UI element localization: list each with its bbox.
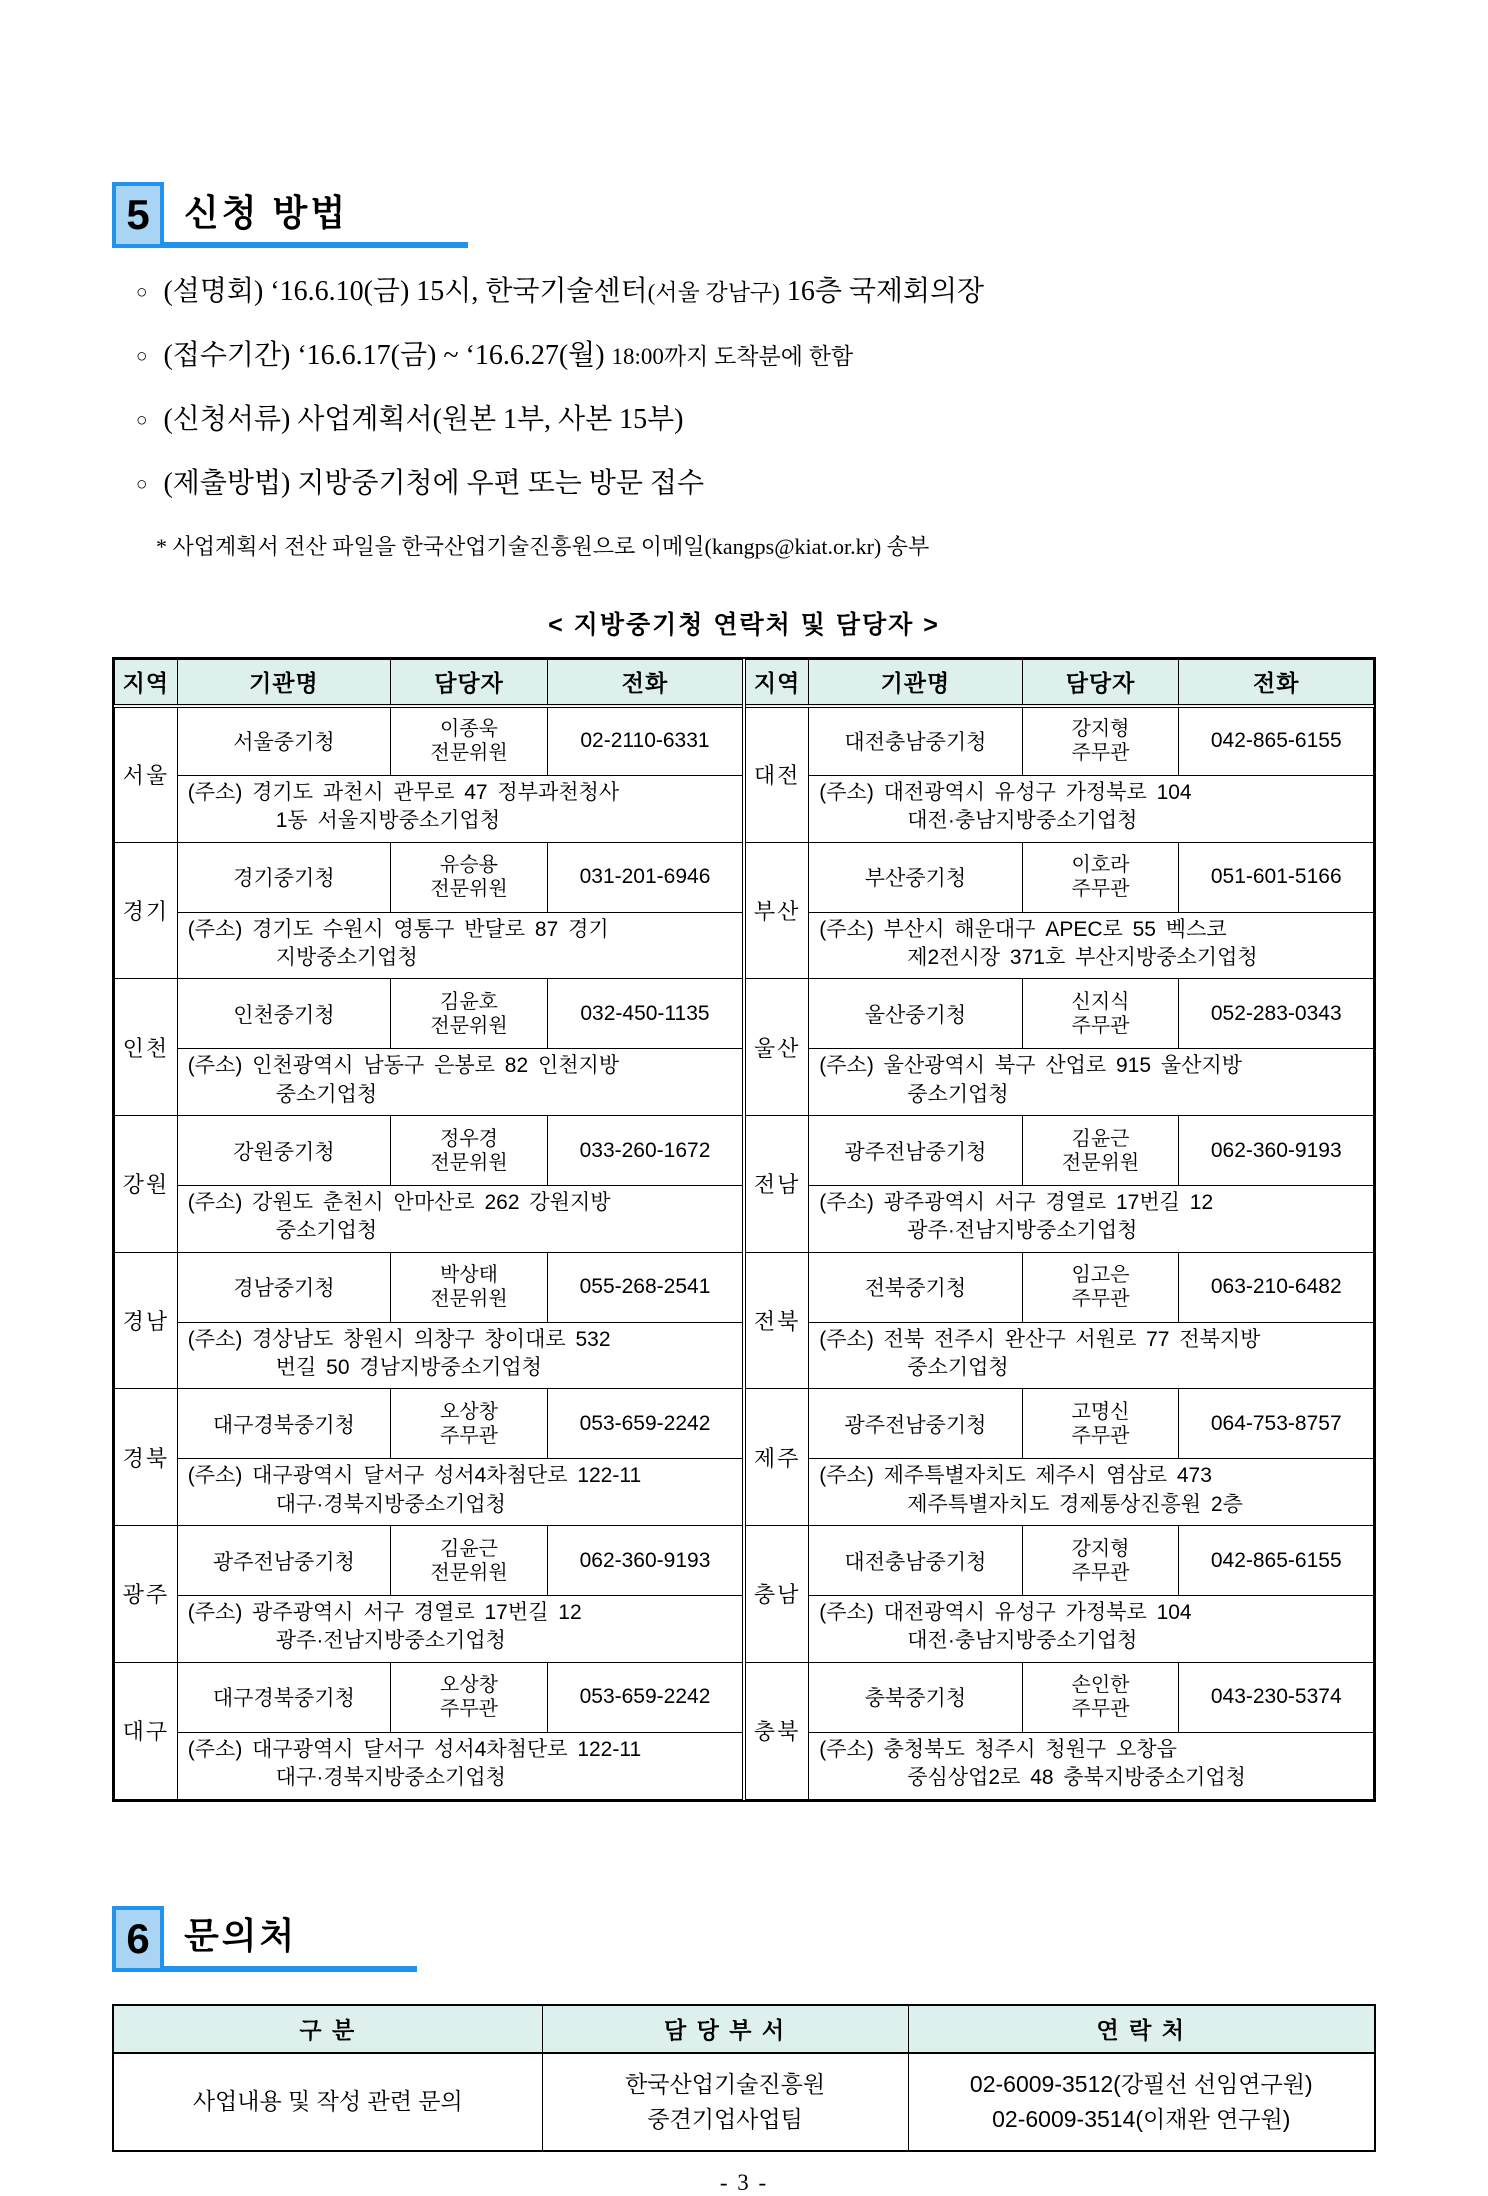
address-line-1: (주소) 대구광역시 달서구 성서4차첨단로 122-11 [187,1464,642,1488]
table-row [115,1252,743,1322]
address-line-1: (주소) 부산시 해운대구 APEC로 55 벡스코 [819,917,1227,941]
bullet-item [136,274,1376,309]
person-name: 손인한 [1071,1674,1130,1697]
address-line-1: (주소) 대구광역시 달서구 성서4차첨단로 122-11 [187,1737,642,1761]
address-line-1: (주소) 경상남도 창원시 의창구 창이대로 532 [187,1327,611,1351]
person-name: 임고은 [1071,1264,1130,1287]
person-name: 강지형 [1071,1537,1130,1560]
header-category: 구 분 [113,2005,542,2053]
table-row [746,1389,1374,1459]
table-row [113,2053,1375,2151]
address-cell [177,1049,742,1116]
table-row [746,1116,1374,1186]
address-cell [177,776,742,843]
organization-cell: 부산중기청 [809,842,1022,912]
bullet-text-part-small: 18:00까지 도착분에 한함 [611,344,854,369]
address-cell [809,1732,1374,1799]
table-body [746,706,1374,1800]
table-body [113,2053,1375,2151]
bullet-text-part: (설명회) ‘16.6.10(금) 15시, 한국기술센터 [163,276,648,307]
address-line-1: (주소) 충청북도 청주시 청원구 오창읍 [819,1737,1177,1761]
organization-cell: 전북중기청 [809,1252,1022,1322]
person-cell [391,1526,548,1596]
address-cell [177,1596,742,1663]
bullet-item [136,466,1376,501]
address-line-1: (주소) 울산광역시 북구 산업로 915 울산지방 [819,1054,1243,1078]
table-row [746,979,1374,1049]
header-row [115,660,743,706]
footnote: * 사업계획서 전산 파일을 한국산업기술진흥원으로 이메일(kangps@kiat.or.kr) 송부 [156,534,930,559]
bullet-item [136,338,1376,373]
organization-cell: 광주전남중기청 [809,1389,1022,1459]
department-cell [542,2053,908,2151]
person-name: 고명신 [1071,1400,1130,1423]
address-line-2: 1동 서울지방중소기업청 [275,809,501,833]
address-cell [809,776,1374,843]
address-line-2: 번길 50 경남지방중소기업청 [275,1356,542,1380]
address-cell [809,1186,1374,1253]
region-cell: 경기 [115,842,178,979]
table-row [746,842,1374,912]
phone-cell: 062-360-9193 [547,1526,742,1596]
contact-line-2: 02-6009-3514(이재완 연구원) [992,2105,1291,2132]
region-cell: 충남 [746,1526,809,1663]
contact-table-left-half [114,659,743,1800]
organization-cell: 경남중기청 [177,1252,390,1322]
header-phone: 전화 [547,660,742,706]
phone-cell: 052-283-0343 [1179,979,1374,1049]
organization-cell: 광주전남중기청 [809,1116,1022,1186]
person-title: 주무관 [440,1424,499,1447]
address-cell [809,1049,1374,1116]
bullet-text-part: (신청서류) 사업계획서(원본 1부, 사본 15부) [163,404,684,435]
header-person: 담당자 [391,660,548,706]
address-cell [809,1322,1374,1389]
phone-cell: 053-659-2242 [547,1389,742,1459]
organization-cell: 광주전남중기청 [177,1526,390,1596]
table-row [115,1186,743,1253]
table-row [115,1049,743,1116]
table-row [115,1662,743,1732]
header-person: 담당자 [1022,660,1179,706]
table-row [746,1252,1374,1322]
person-name: 오상창 [440,1400,499,1423]
person-title: 주무관 [1071,878,1130,901]
person-cell [1022,842,1179,912]
table-row [746,1526,1374,1596]
table-row [746,1596,1374,1663]
bullet-text [163,338,853,373]
person-name: 강지형 [1071,718,1130,741]
person-title: 주무관 [1071,1424,1130,1447]
region-cell: 강원 [115,1116,178,1253]
person-name: 김윤근 [440,1537,499,1560]
address-line-1: (주소) 전북 전주시 완산구 서원로 77 전북지방 [819,1327,1261,1351]
bullet-marker-icon: ○ [136,282,148,303]
address-line-1: (주소) 인천광역시 남동구 은봉로 82 인천지방 [187,1054,620,1078]
organization-cell: 인천중기청 [177,979,390,1049]
table-row [115,1596,743,1663]
person-cell [391,979,548,1049]
region-cell: 대전 [746,706,809,843]
phone-cell: 051-601-5166 [1179,842,1374,912]
person-cell [1022,1389,1179,1459]
phone-cell: 055-268-2541 [547,1252,742,1322]
table-row [115,706,743,776]
region-cell: 부산 [746,842,809,979]
region-cell: 대구 [115,1662,178,1799]
table-row [746,1049,1374,1116]
table-header [113,2005,1375,2053]
region-cell: 전북 [746,1252,809,1389]
region-cell: 전남 [746,1116,809,1253]
address-cell [177,912,742,979]
person-cell [1022,1526,1179,1596]
address-line-2: 중소기업청 [907,1356,1009,1380]
address-line-1: (주소) 제주특별자치도 제주시 염삼로 473 [819,1464,1212,1488]
region-cell: 경북 [115,1389,178,1526]
address-cell [177,1186,742,1253]
person-title: 주무관 [1071,1288,1130,1311]
organization-cell: 대구경북중기청 [177,1389,390,1459]
person-cell [391,842,548,912]
table-row [115,776,743,843]
department-line-2: 중견기업사업팀 [647,2105,803,2132]
contact-cell [908,2053,1375,2151]
address-line-1: (주소) 강원도 춘천시 안마산로 262 강원지방 [187,1191,611,1215]
table-header [115,660,743,706]
header-region: 지역 [746,660,809,706]
bullet-item [136,402,1376,437]
table-row [115,1389,743,1459]
person-title: 주무관 [440,1698,499,1721]
phone-cell: 063-210-6482 [1179,1252,1374,1322]
person-cell [1022,1116,1179,1186]
table-row [746,776,1374,843]
address-cell [177,1459,742,1526]
address-line-2: 광주·전남지방중소기업청 [275,1629,506,1653]
department-line-1: 한국산업기술진흥원 [625,2071,826,2097]
table-body [115,706,743,1800]
organization-cell: 대구경북중기청 [177,1662,390,1732]
section-number-box: 5 [112,182,164,248]
address-line-1: (주소) 경기도 과천시 관무로 47 정부과천청사 [187,781,620,804]
table-row [115,1526,743,1596]
address-cell [809,1596,1374,1663]
person-title: 전문위원 [430,1288,508,1311]
person-title: 주무관 [1071,742,1130,765]
organization-cell: 대전충남중기청 [809,706,1022,776]
person-name: 정우경 [440,1127,499,1150]
person-name: 유승용 [440,854,499,877]
person-cell [391,1116,548,1186]
bullet-marker-icon: ○ [136,410,148,431]
address-line-2: 중소기업청 [275,1219,378,1243]
person-name: 오상창 [440,1674,499,1697]
table-row [746,1186,1374,1253]
phone-cell: 043-230-5374 [1179,1662,1374,1732]
person-name: 박상태 [440,1264,499,1287]
address-line-2: 중소기업청 [275,1082,378,1106]
table-row [746,1459,1374,1526]
section-number-box: 6 [112,1906,164,1972]
person-title: 전문위원 [430,878,508,901]
person-cell [1022,1252,1179,1322]
table-header [746,660,1374,706]
header-contact: 연 락 처 [908,2005,1375,2053]
person-cell [391,1389,548,1459]
inquiry-table [112,2004,1376,2152]
person-cell [1022,706,1179,776]
region-cell: 경남 [115,1252,178,1389]
address-cell [177,1732,742,1799]
contact-table-left [114,659,742,1800]
person-title: 주무관 [1071,1014,1130,1037]
section-6-header [112,1906,417,1972]
phone-cell: 033-260-1672 [547,1116,742,1186]
contact-table-right-half [745,659,1374,1800]
bullet-text [163,466,704,501]
contact-line-1: 02-6009-3512(강필선 선임연구원) [969,2071,1313,2097]
region-cell: 광주 [115,1526,178,1663]
contact-table-right [746,659,1374,1800]
section-title: 신청 방법 [164,182,468,248]
bullet-marker-icon: ○ [136,474,148,495]
table-row [746,1662,1374,1732]
organization-cell: 강원중기청 [177,1116,390,1186]
person-name: 김윤근 [1071,1127,1130,1150]
table-row [115,1116,743,1186]
address-line-2: 중심상업2로 48 충북지방중소기업청 [907,1766,1246,1790]
contact-table-title: < 지방중기청 연락처 및 담당자 > [548,611,940,639]
address-line-2: 대전·충남지방중소기업청 [907,1629,1138,1653]
person-name: 김윤호 [440,990,499,1013]
person-cell [391,706,548,776]
person-title: 전문위원 [1061,1151,1140,1174]
header-row [113,2005,1375,2053]
table-row [746,1322,1374,1389]
bullet-marker-icon: ○ [136,346,148,367]
address-line-2: 제2전시장 371호 부산지방중소기업청 [907,946,1258,970]
phone-cell: 062-360-9193 [1179,1116,1374,1186]
phone-cell: 031-201-6946 [547,842,742,912]
address-cell [177,1322,742,1389]
table-row [115,1732,743,1799]
table-row [115,979,743,1049]
table-row [115,1322,743,1389]
address-line-2: 중소기업청 [907,1082,1009,1106]
region-cell: 충북 [746,1662,809,1799]
header-organization: 기관명 [809,660,1022,706]
person-title: 전문위원 [430,1561,508,1584]
table-row [115,1459,743,1526]
person-title: 전문위원 [430,1014,508,1037]
table-row [115,912,743,979]
phone-cell: 032-450-1135 [547,979,742,1049]
address-line-1: (주소) 광주광역시 서구 경열로 17번길 12 [819,1191,1214,1215]
region-cell: 울산 [746,979,809,1116]
header-region: 지역 [115,660,178,706]
person-cell [391,1662,548,1732]
bullet-text-part: (제출방법) 지방중기청에 우편 또는 방문 접수 [163,468,704,499]
address-cell [809,912,1374,979]
person-title: 주무관 [1071,1698,1130,1721]
table-row [746,912,1374,979]
phone-cell: 064-753-8757 [1179,1389,1374,1459]
phone-cell: 053-659-2242 [547,1662,742,1732]
person-cell [1022,1662,1179,1732]
organization-cell: 서울중기청 [177,706,390,776]
address-line-1: (주소) 경기도 수원시 영통구 반달로 87 경기 [187,917,609,941]
person-title: 주무관 [1071,1561,1130,1584]
section-6 [112,1906,1376,2152]
table-row [746,1732,1374,1799]
contact-table [112,657,1376,1802]
address-line-1: (주소) 대전광역시 유성구 가정북로 104 [819,1601,1192,1625]
person-name: 신지식 [1071,990,1130,1013]
section-5-header [112,182,468,248]
section-title: 문의처 [164,1906,417,1972]
person-title: 전문위원 [430,742,508,765]
organization-cell: 충북중기청 [809,1662,1022,1732]
address-line-2: 대전·충남지방중소기업청 [907,809,1138,833]
bullet-text [163,402,683,437]
organization-cell: 경기중기청 [177,842,390,912]
category-cell: 사업내용 및 작성 관련 문의 [113,2053,542,2151]
bullet-text-part-small: (서울 강남구) [647,280,780,305]
header-row [746,660,1374,706]
bullet-text-part: (접수기간) ‘16.6.17(금) ~ ‘16.6.27(월) [163,340,612,371]
header-department: 담 당 부 서 [542,2005,908,2053]
bullet-text [163,274,984,309]
person-name: 이호라 [1071,854,1130,877]
person-title: 전문위원 [430,1151,508,1174]
address-line-2: 지방중소기업청 [275,946,418,970]
region-cell: 서울 [115,706,178,843]
person-name: 이종욱 [440,718,499,741]
address-line-2: 대구·경북지방중소기업청 [275,1492,506,1516]
header-phone: 전화 [1179,660,1374,706]
address-line-2: 광주·전남지방중소기업청 [907,1219,1138,1243]
bullet-text-part: 16층 국제회의장 [779,276,985,307]
address-cell [809,1459,1374,1526]
address-line-2: 대구·경북지방중소기업청 [275,1766,506,1790]
bullet-list [136,274,1376,501]
address-line-2: 제주특별자치도 경제통상진흥원 2층 [907,1492,1243,1516]
header-organization: 기관명 [177,660,390,706]
table-row [746,706,1374,776]
phone-cell: 042-865-6155 [1179,706,1374,776]
phone-cell: 02-2110-6331 [547,706,742,776]
person-cell [1022,979,1179,1049]
region-cell: 제주 [746,1389,809,1526]
table-row [115,842,743,912]
person-cell [391,1252,548,1322]
address-line-1: (주소) 광주광역시 서구 경열로 17번길 12 [187,1601,582,1625]
page-number: - 3 - [719,2169,769,2195]
region-cell: 인천 [115,979,178,1116]
phone-cell: 042-865-6155 [1179,1526,1374,1596]
address-line-1: (주소) 대전광역시 유성구 가정북로 104 [819,781,1192,804]
organization-cell: 대전충남중기청 [809,1526,1022,1596]
organization-cell: 울산중기청 [809,979,1022,1049]
